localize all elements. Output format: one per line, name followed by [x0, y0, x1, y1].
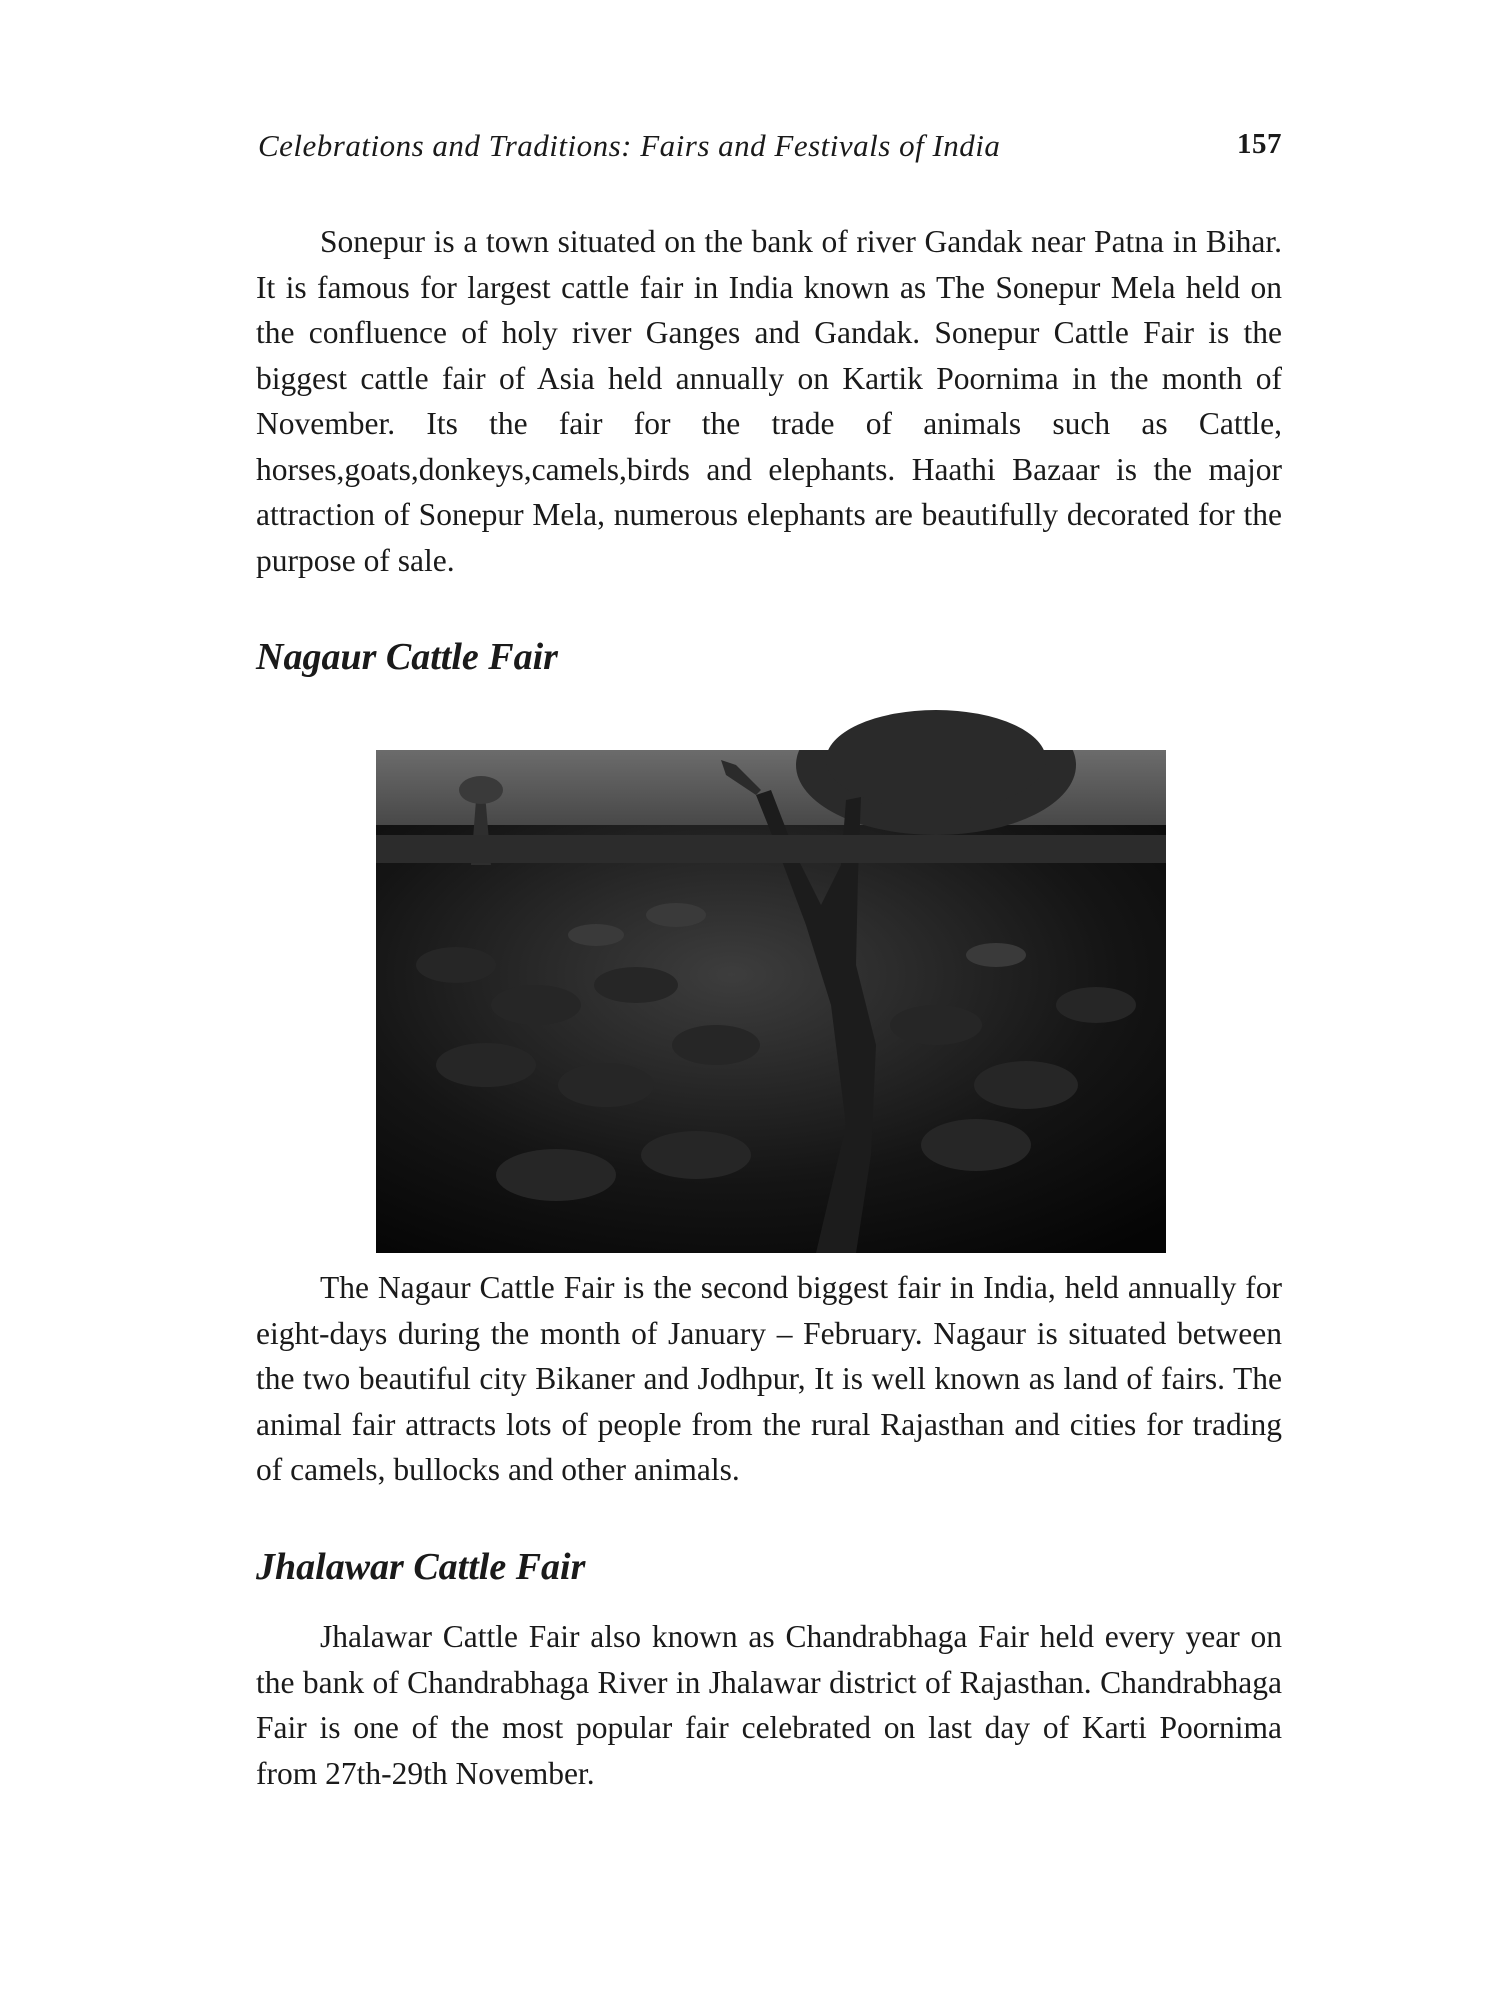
cattle-fair-photo [376, 705, 1166, 1253]
jhalawar-heading: Jhalawar Cattle Fair [256, 1546, 586, 1588]
sonepur-paragraph: Sonepur is a town situated on the bank of river Gandak near Patna in Bihar. It is famous for largest cattle fair in India known as The Sonepur Mela held on the confluence of holy river Ganges and Gandak. Sonepur Cattle Fair is the biggest cattle fair of Asia held annually on Kartik Poornima in the month of November. Its the fair for the trade of animals such as Cattle, horses,goats,donkeys,camels,birds and elephants. Haathi Bazaar is the major attraction of Sonepur Mela, numerous elephants are beautifully decorated for the purpose of sale. [256, 224, 1282, 578]
nagaur-heading: Nagaur Cattle Fair [256, 636, 558, 678]
book-title: Celebrations and Traditions: Fairs and Festivals of India [258, 128, 1001, 163]
jhalawar-paragraph: Jhalawar Cattle Fair also known as Chandrabhaga Fair held every year on the bank of Chandrabhaga River in Jhalawar district of Rajasthan. Chandrabhaga Fair is one of the most popular fair celebrated on last day of Karti Poornima from 27th-29th November. [256, 1619, 1282, 1791]
page-number: 157 [1237, 128, 1282, 160]
running-header [258, 128, 1282, 168]
nagaur-paragraph: The Nagaur Cattle Fair is the second biggest fair in India, held annually for eight-days during the month of January – February. Nagaur is situated between the two beautiful city Bikaner and Jodhpur, It is well known as land of fairs. The animal fair attracts lots of people from the rural Rajasthan and cities for trading of camels, bullocks and other animals. [256, 1270, 1282, 1487]
